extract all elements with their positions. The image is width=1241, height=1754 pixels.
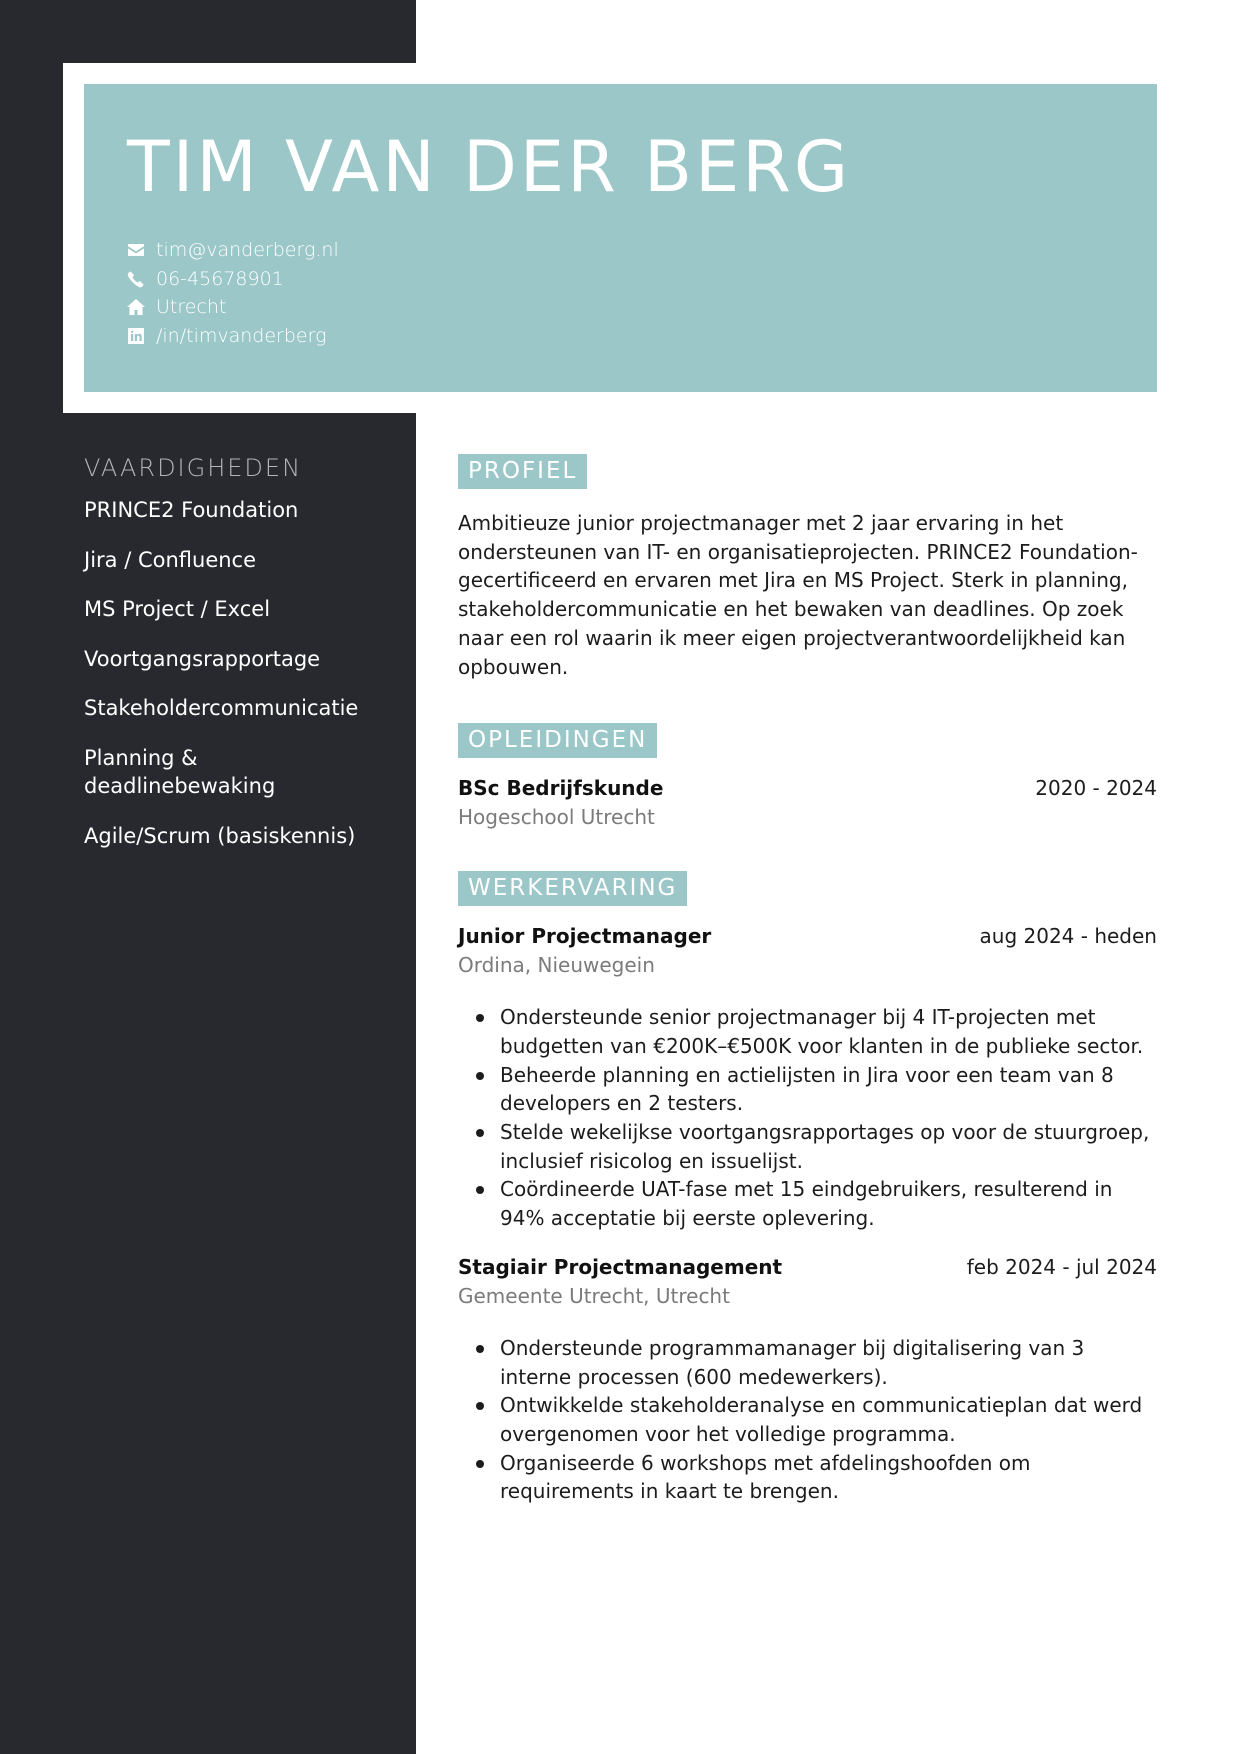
skills-heading: VAARDIGHEDEN bbox=[84, 454, 303, 482]
profile-text: Ambitieuze junior projectmanager met 2 jaar ervaring in het ondersteunen van IT- en organisatieprojecten. PRINCE2 Foundation-gecertificeerd en ervaren met Jira en MS Project. Sterk in planning, stakeholdercommunicatie en het bewaken van deadlines. Op zoek naar een rol waarin ik meer eigen projectverantwoordelijkheid kan opbouwen. bbox=[458, 511, 1138, 679]
degree-title: BSc Bedrijfskunde bbox=[458, 776, 664, 801]
contact-email[interactable] bbox=[126, 236, 339, 265]
main-content bbox=[458, 454, 1157, 1506]
job-title: Stagiair Projectmanagement bbox=[458, 1254, 783, 1279]
contact-phone[interactable] bbox=[126, 265, 339, 294]
experience-section bbox=[458, 871, 1157, 1506]
job-bullet: Beheerde planning en actielijsten in Jira voor een team van 8 developers en 2 testers. bbox=[458, 1061, 1157, 1118]
job-bullet-list bbox=[458, 1334, 1157, 1506]
phone-icon bbox=[126, 269, 146, 289]
job-bullet: Ondersteunde programmamanager bij digitalisering van 3 interne processen (600 medewerkers). bbox=[458, 1334, 1157, 1391]
contact-location bbox=[126, 293, 339, 322]
contact-linkedin-text: /in/timvanderberg bbox=[156, 324, 327, 347]
skill-item: MS Project / Excel bbox=[84, 597, 271, 621]
education-section bbox=[458, 723, 1157, 829]
header-banner bbox=[84, 84, 1157, 392]
job-bullet: Coördineerde UAT-fase met 15 eindgebruikers, resulterend in 94% acceptatie bij eerste oplevering. bbox=[458, 1175, 1157, 1232]
job-bullet: Stelde wekelijkse voortgangsrapportages op voor de stuurgroep, inclusief risicolog en issuelijst. bbox=[458, 1118, 1157, 1175]
skill-item: Agile/Scrum (basiskennis) bbox=[84, 823, 356, 848]
skills-section bbox=[84, 454, 404, 871]
home-icon bbox=[126, 297, 146, 317]
contact-phone-text: 06-45678901 bbox=[156, 267, 284, 290]
job-bullet-list bbox=[458, 1003, 1157, 1233]
skill-item: Voortgangsrapportage bbox=[84, 646, 321, 671]
envelope-icon bbox=[126, 240, 146, 260]
job-company: Gemeente Utrecht, Utrecht bbox=[458, 1283, 730, 1308]
job-bullet: Ontwikkelde stakeholderanalyse en communicatieplan dat werd overgenomen voor het volledige programma. bbox=[458, 1391, 1157, 1448]
job-bullet: Organiseerde 6 workshops met afdelingshoofden om requirements in kaart te brengen. bbox=[458, 1449, 1157, 1506]
job-dates: aug 2024 - heden bbox=[979, 924, 1157, 949]
skill-item: Stakeholdercommunicatie bbox=[84, 696, 359, 720]
profile-heading: PROFIEL bbox=[458, 454, 587, 489]
school-name: Hogeschool Utrecht bbox=[458, 805, 655, 830]
skill-item: Planning & deadlinebewaking bbox=[84, 745, 276, 798]
contact-location-text: Utrecht bbox=[156, 296, 227, 319]
job-entry bbox=[458, 924, 1157, 1233]
job-entry bbox=[458, 1255, 1157, 1506]
job-company: Ordina, Nieuwegein bbox=[458, 953, 655, 978]
contact-list bbox=[126, 236, 339, 350]
education-entry bbox=[458, 776, 1157, 829]
skill-item: PRINCE2 Foundation bbox=[84, 498, 299, 522]
job-bullet: Ondersteunde senior projectmanager bij 4 IT-projecten met budgetten van €200K–€500K voor klanten in de publieke sector. bbox=[458, 1003, 1157, 1060]
candidate-name: TIM VAN DER BERG bbox=[127, 126, 852, 208]
contact-email-text: tim@vanderberg.nl bbox=[156, 239, 339, 262]
contact-linkedin[interactable] bbox=[126, 322, 339, 351]
job-dates: feb 2024 - jul 2024 bbox=[966, 1254, 1157, 1279]
experience-heading: WERKERVARING bbox=[458, 871, 687, 906]
profile-section bbox=[458, 454, 1157, 681]
job-title: Junior Projectmanager bbox=[458, 924, 712, 949]
education-heading: OPLEIDINGEN bbox=[458, 723, 657, 758]
linkedin-icon bbox=[126, 326, 146, 346]
education-dates: 2020 - 2024 bbox=[1035, 776, 1157, 801]
skill-item: Jira / Confluence bbox=[84, 547, 257, 572]
